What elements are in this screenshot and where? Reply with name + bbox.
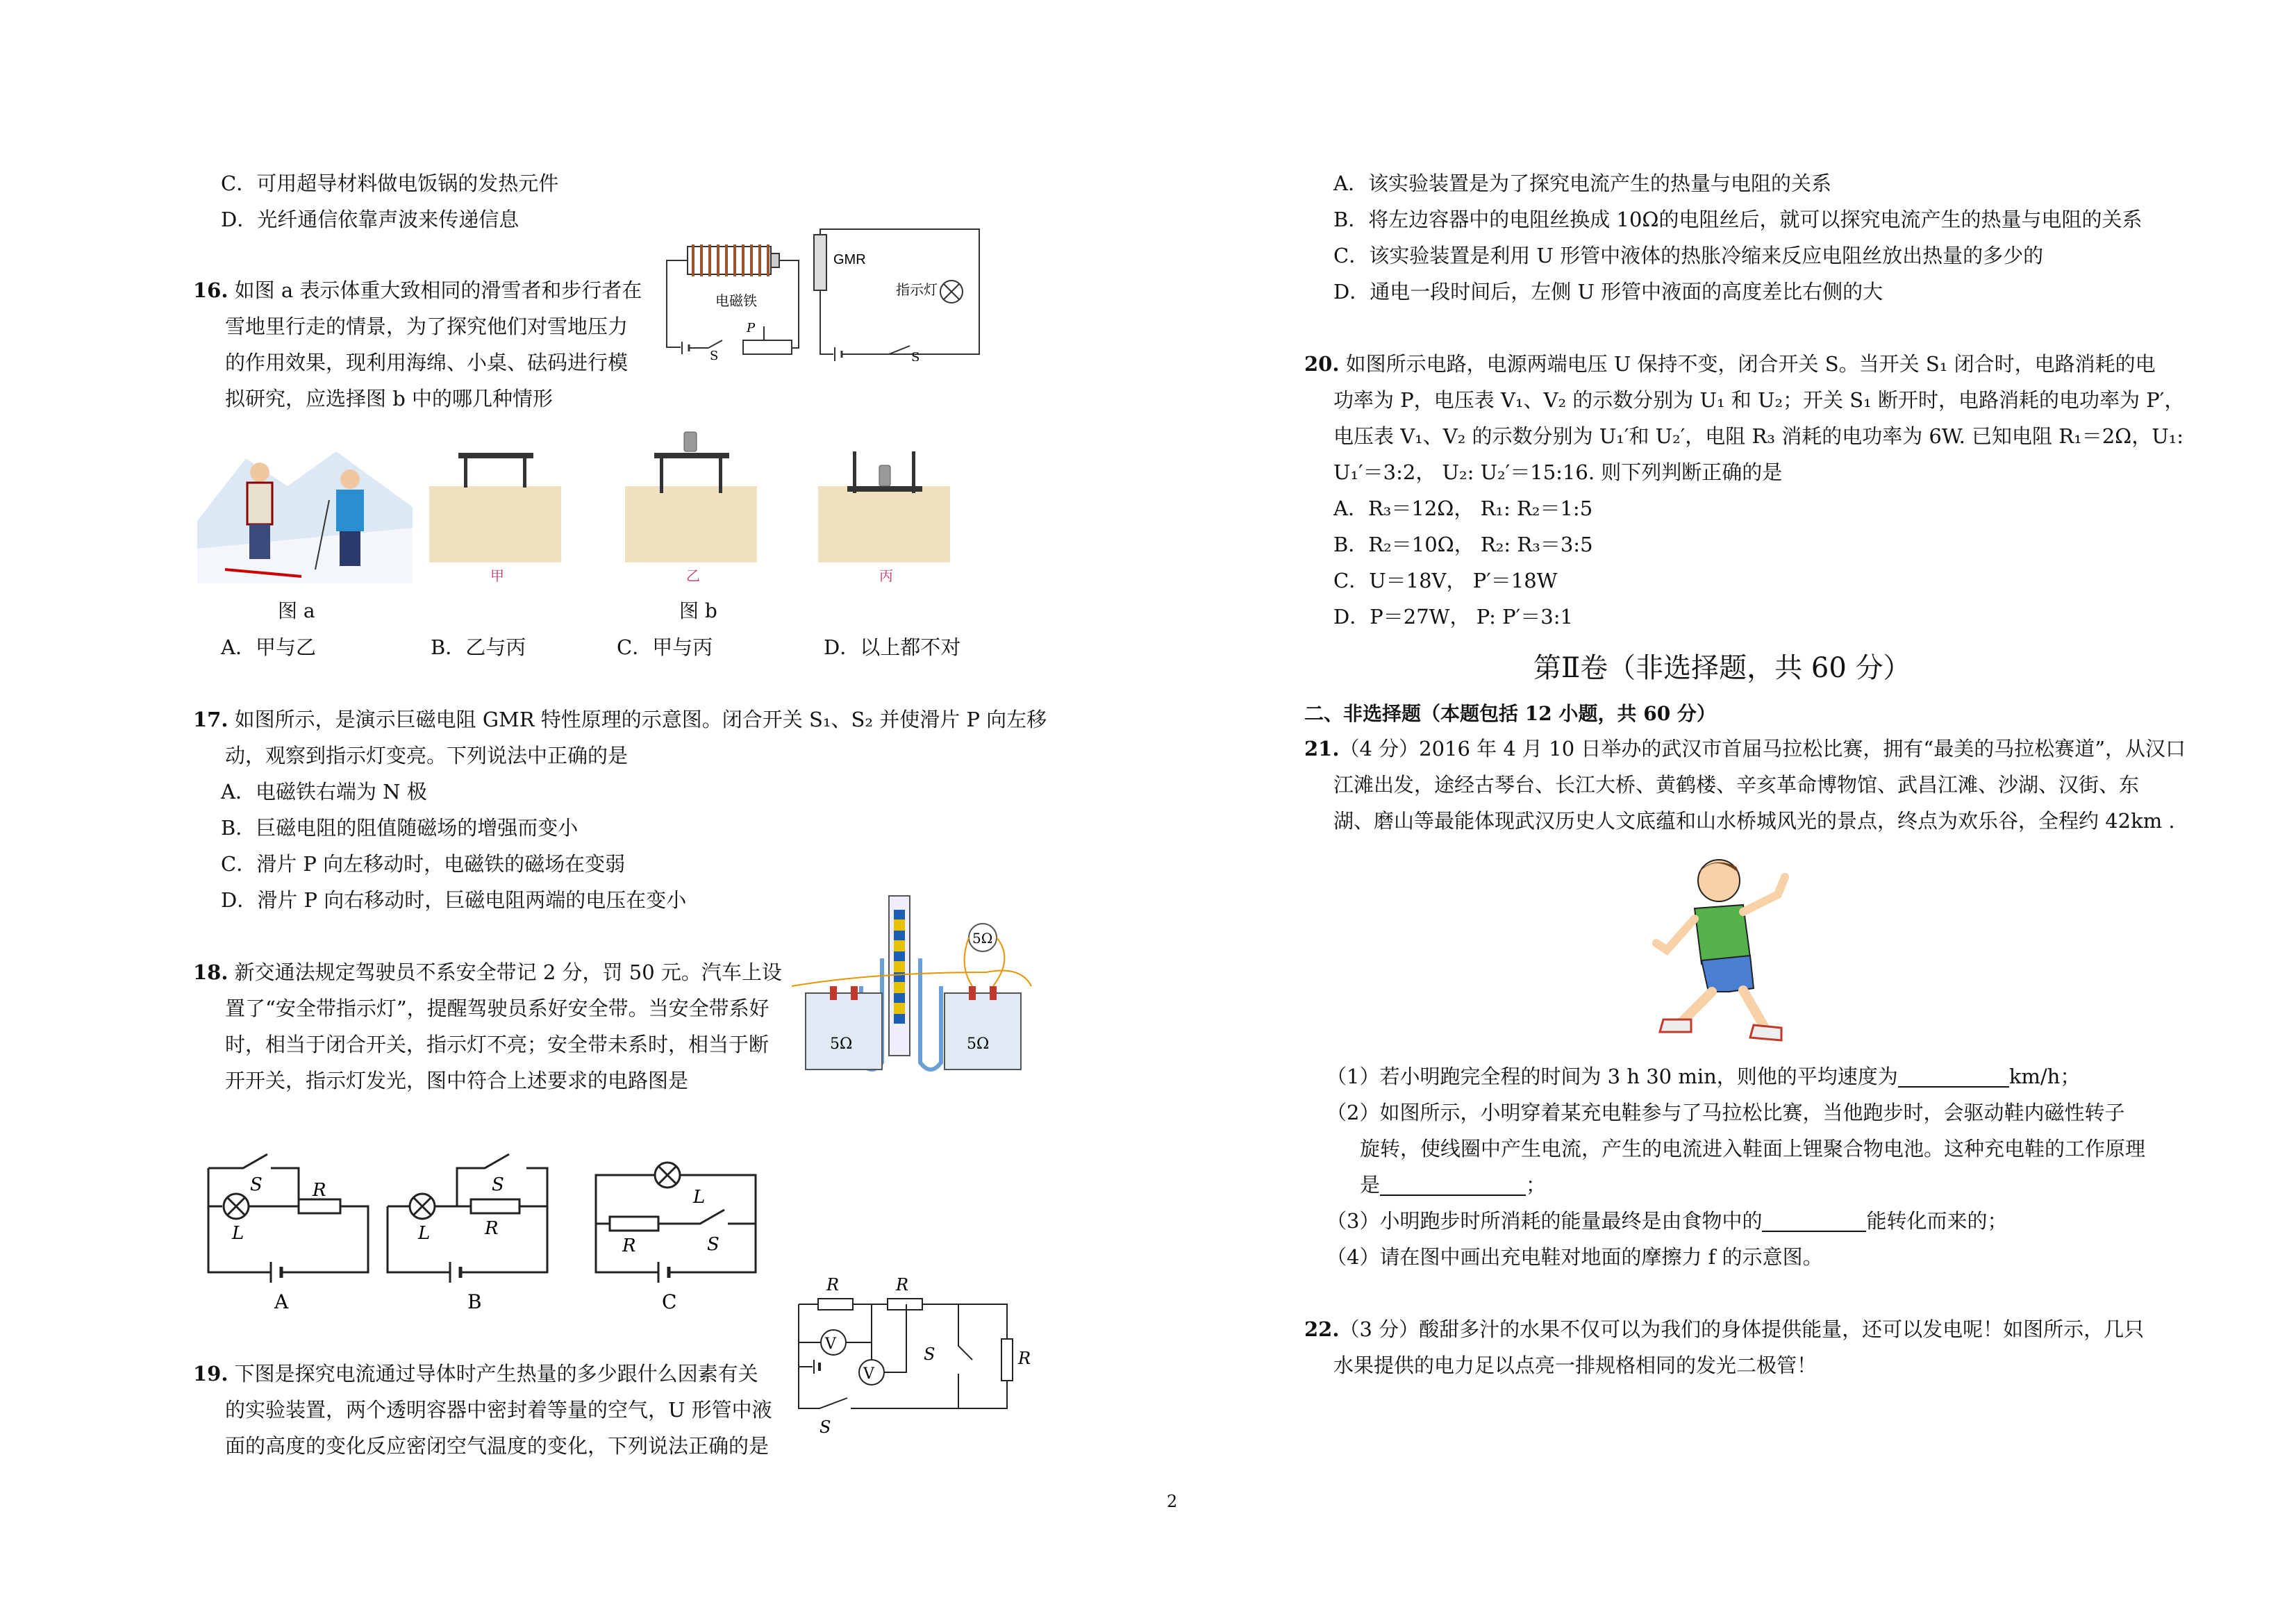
q21-sub-4: （4）请在图中画出充电鞋对地面的摩擦力 f 的示意图。 xyxy=(1326,1245,1823,1269)
q18-number: 18. xyxy=(193,960,228,984)
q19-stem-1 xyxy=(193,1360,758,1388)
circuit-a-caption: A xyxy=(274,1290,289,1313)
sponge-table-bing xyxy=(818,444,950,583)
q19-stem-3: 面的高度的变化反应密闭空气温度的变化，下列说法正确的是 xyxy=(225,1434,770,1458)
q22-number: 22. xyxy=(1304,1317,1340,1341)
s-switch-label: S xyxy=(820,1417,831,1436)
q20-number: 20. xyxy=(1304,352,1340,376)
section-2-title: 第Ⅱ卷（非选择题，共 60 分） xyxy=(1533,652,1911,684)
circuit-b-s: S xyxy=(492,1174,504,1195)
q21-sub-2-line-2: 旋转，使线圈中产生电流，产生的电流进入鞋面上锂聚合物电池。这种充电鞋的工作原理 xyxy=(1360,1137,2146,1160)
s1-label: S xyxy=(710,349,719,361)
circuit-c-s: S xyxy=(707,1234,719,1255)
q22-stem-2: 水果提供的电力足以点亮一排规格相同的发光二极管！ xyxy=(1333,1354,1817,1377)
sponge-table-yi xyxy=(625,425,757,583)
q17-stem-1 xyxy=(193,706,1047,733)
q19-stem-2: 的实验装置，两个透明容器中密封着等量的空气，U 形管中液 xyxy=(225,1398,772,1422)
sub-label-bing: 丙 xyxy=(879,567,893,583)
right-resistor-label: 5Ω xyxy=(967,1035,990,1053)
fig-a-caption: 图 a xyxy=(278,599,315,622)
skiers-image xyxy=(197,444,413,583)
lamp-label: 指示灯 xyxy=(896,281,938,298)
fig-b-caption: 图 b xyxy=(679,599,717,622)
q16-stem-2: 雪地里行走的情景，为了探究他们对雪地压力 xyxy=(225,315,629,338)
q20-circuit-figure xyxy=(778,1263,1042,1436)
q20-option-d: D．P＝27W， P: P′＝3:1 xyxy=(1333,605,1573,629)
runner-image xyxy=(1625,853,1820,1047)
q20-option-a: A．R₃＝12Ω， R₁: R₂＝1:5 xyxy=(1333,497,1593,520)
s2-label: S xyxy=(911,350,920,361)
circuit-c-l: L xyxy=(693,1187,706,1208)
q21-blank-3[interactable] xyxy=(1762,1211,1866,1232)
top-resistor-label: 5Ω xyxy=(972,930,993,947)
sub-label-jia: 甲 xyxy=(490,567,504,583)
q17-option-c: C．滑片 P 向左移动时，电磁铁的磁场在变弱 xyxy=(221,852,626,876)
q18-stem-3: 时，相当于闭合开关，指示灯不亮；安全带未系时，相当于断 xyxy=(225,1033,770,1056)
page-number: 2 xyxy=(1167,1492,1178,1511)
q21-sub-1-text: （1）若小明跑完全程的时间为 3 h 30 min，则他的平均速度为 xyxy=(1326,1065,1898,1088)
sponge-table-jia xyxy=(429,444,561,583)
circuit-b-l: L xyxy=(418,1223,431,1244)
q21-sub-1-unit: km/h； xyxy=(2008,1065,2081,1088)
q20-option-c: C．U＝18V， P′＝18W xyxy=(1333,569,1558,592)
q17-text: 如图所示，是演示巨磁电阻 GMR 特性原理的示意图。闭合开关 S₁、S₂ 并使滑片 P 向左移 xyxy=(234,708,1047,731)
q21-blank-2[interactable] xyxy=(1380,1175,1526,1196)
q16-option-b: B．乙与丙 xyxy=(431,635,526,659)
q17-option-a: A．电磁铁右端为 N 极 xyxy=(221,780,427,804)
q19-option-d: D．通电一段时间后，左侧 U 形管中液面的高度差比右侧的大 xyxy=(1333,280,1883,303)
q16-stem-1 xyxy=(193,276,642,304)
q18-stem-2: 置了“安全带指示灯”，提醒驾驶员系好安全带。当安全带系好 xyxy=(225,997,770,1020)
q16-option-d: D．以上都不对 xyxy=(824,635,961,659)
q21-sub-3-text: （3）小明跑步时所消耗的能量最终是由食物中的 xyxy=(1326,1209,1763,1233)
magnet-label: 电磁铁 xyxy=(715,292,757,309)
circuit-a-r: R xyxy=(313,1180,326,1201)
left-resistor-label: 5Ω xyxy=(830,1035,853,1053)
q17-option-b: B．巨磁电阻的阻值随磁场的增强而变小 xyxy=(221,816,579,840)
q16-number: 16. xyxy=(193,278,228,302)
q21-stem-2: 江滩出发，途经古琴台、长江大桥、黄鹤楼、辛亥革命博物馆、武昌江滩、沙湖、汉街、东 xyxy=(1333,773,2140,797)
circuit-c xyxy=(589,1147,763,1314)
q17-number: 17. xyxy=(193,708,228,731)
r2-label: R xyxy=(896,1275,909,1295)
sub-label-yi: 乙 xyxy=(686,567,700,583)
q16-text: 如图 a 表示体重大致相同的滑雪者和步行者在 xyxy=(234,278,642,302)
q20-option-b: B．R₂＝10Ω， R₂: R₃＝3:5 xyxy=(1333,533,1593,556)
q21-number: 21. xyxy=(1304,737,1340,760)
q19-text: 下图是探究电流通过导体时产生热量的多少跟什么因素有关 xyxy=(234,1362,758,1385)
q20-stem-3: 电压表 V₁、V₂ 的示数分别为 U₁′和 U₂′，电阻 R₃ 消耗的电功率为 6W. 已知电阻 R₁＝2Ω，U₁: xyxy=(1333,424,2184,448)
q20-stem-4: U₁′＝3:2， U₂: U₂′＝15:16. 则下列判断正确的是 xyxy=(1333,460,1783,484)
circuit-a xyxy=(201,1147,375,1314)
q19-option-a: A．该实验装置是为了探究电流产生的热量与电阻的关系 xyxy=(1333,172,1831,195)
q20-text: 如图所示电路，电源两端电压 U 保持不变，闭合开关 S。当开关 S₁ 闭合时，电路消耗的电 xyxy=(1345,352,2156,376)
q17-option-d: D．滑片 P 向右移动时，巨磁电阻两端的电压在变小 xyxy=(221,888,687,912)
q20-stem-2: 功率为 P，电压表 V₁、V₂ 的示数分别为 U₁ 和 U₂；开关 S₁ 断开时，电路消耗的电功率为 P′， xyxy=(1333,388,2185,412)
q21-text: （4 分）2016 年 4 月 10 日举办的武汉市首届马拉松比赛，拥有“最美的马拉松赛道”，从汉口 xyxy=(1339,737,2186,760)
q21-blank-1[interactable] xyxy=(1898,1067,2009,1088)
q22-text: （3 分）酸甜多汁的水果不仅可以为我们的身体提供能量，还可以发电呢！如图所示，几只 xyxy=(1339,1317,2145,1341)
q15-option-d: D．光纤通信依靠声波来传递信息 xyxy=(221,208,519,231)
q19-number: 19. xyxy=(193,1362,228,1385)
circuit-c-r: R xyxy=(622,1235,636,1256)
circuit-c-caption: C xyxy=(662,1290,677,1313)
q16-stem-3: 的作用效果，现利用海绵、小桌、砝码进行模 xyxy=(225,351,629,374)
q21-sub-3-suffix: 能转化而来的； xyxy=(1866,1209,2008,1233)
q22-stem-1 xyxy=(1304,1315,2144,1343)
q21-stem-3: 湖、磨山等最能体现武汉历史人文底蕴和山水桥城风光的景点，终点为欢乐谷，全程约 42km . xyxy=(1333,809,2175,833)
q18-stem-1 xyxy=(193,958,782,986)
gmr-label: GMR xyxy=(833,252,866,267)
s1-switch-label: S xyxy=(924,1345,935,1364)
r1-label: R xyxy=(826,1275,840,1295)
q20-stem-1 xyxy=(1304,350,2156,378)
circuit-b xyxy=(381,1147,554,1314)
q19-option-c: C．该实验装置是利用 U 形管中液体的热胀冷缩来反应电阻丝放出热量的多少的 xyxy=(1333,244,2044,267)
q18-stem-4: 开开关，指示灯发光，图中符合上述要求的电路图是 xyxy=(225,1069,689,1092)
heat-experiment-figure xyxy=(792,889,1035,1083)
q18-text: 新交通法规定驾驶员不系安全带记 2 分，罚 50 元。汽车上设 xyxy=(234,960,782,984)
circuit-b-r: R xyxy=(485,1218,499,1239)
r3-label: R xyxy=(1018,1349,1031,1368)
q21-sub-2-line-1: （2）如图所示，小明穿着某充电鞋参与了马拉松比赛，当他跑步时，会驱动鞋内磁性转子 xyxy=(1326,1101,2125,1124)
circuit-a-s: S xyxy=(250,1174,263,1195)
circuit-a-l: L xyxy=(232,1223,244,1244)
q21-sub-3 xyxy=(1326,1207,2007,1235)
v1-label: V xyxy=(825,1335,836,1353)
q15-option-c: C．可用超导材料做电饭锅的发热元件 xyxy=(221,172,559,195)
circuit-b-caption: B xyxy=(467,1290,482,1313)
q21-sub-2-suffix: ； xyxy=(1526,1173,1547,1197)
q21-sub-1 xyxy=(1326,1063,2080,1090)
section-2-subtitle: 二、非选择题（本题包括 12 小题，共 60 分） xyxy=(1304,702,1716,725)
q16-option-c: C．甲与丙 xyxy=(617,635,713,659)
q21-sub-2-prefix: 是 xyxy=(1360,1173,1381,1197)
gmr-circuit-figure xyxy=(653,222,986,361)
q16-option-a: A．甲与乙 xyxy=(221,635,316,659)
q16-stem-4: 拟研究，应选择图 b 中的哪几种情形 xyxy=(225,387,554,410)
q21-stem-1 xyxy=(1304,735,2186,763)
v2-label: V xyxy=(863,1365,874,1383)
q17-stem-2: 动，观察到指示灯变亮。下列说法中正确的是 xyxy=(225,744,629,767)
slider-p-label: P xyxy=(747,321,756,335)
q19-option-b: B．将左边容器中的电阻丝换成 10Ω的电阻丝后，就可以探究电流产生的热量与电阻的关系 xyxy=(1333,208,2143,231)
q21-sub-2-line-3 xyxy=(1360,1171,1546,1199)
